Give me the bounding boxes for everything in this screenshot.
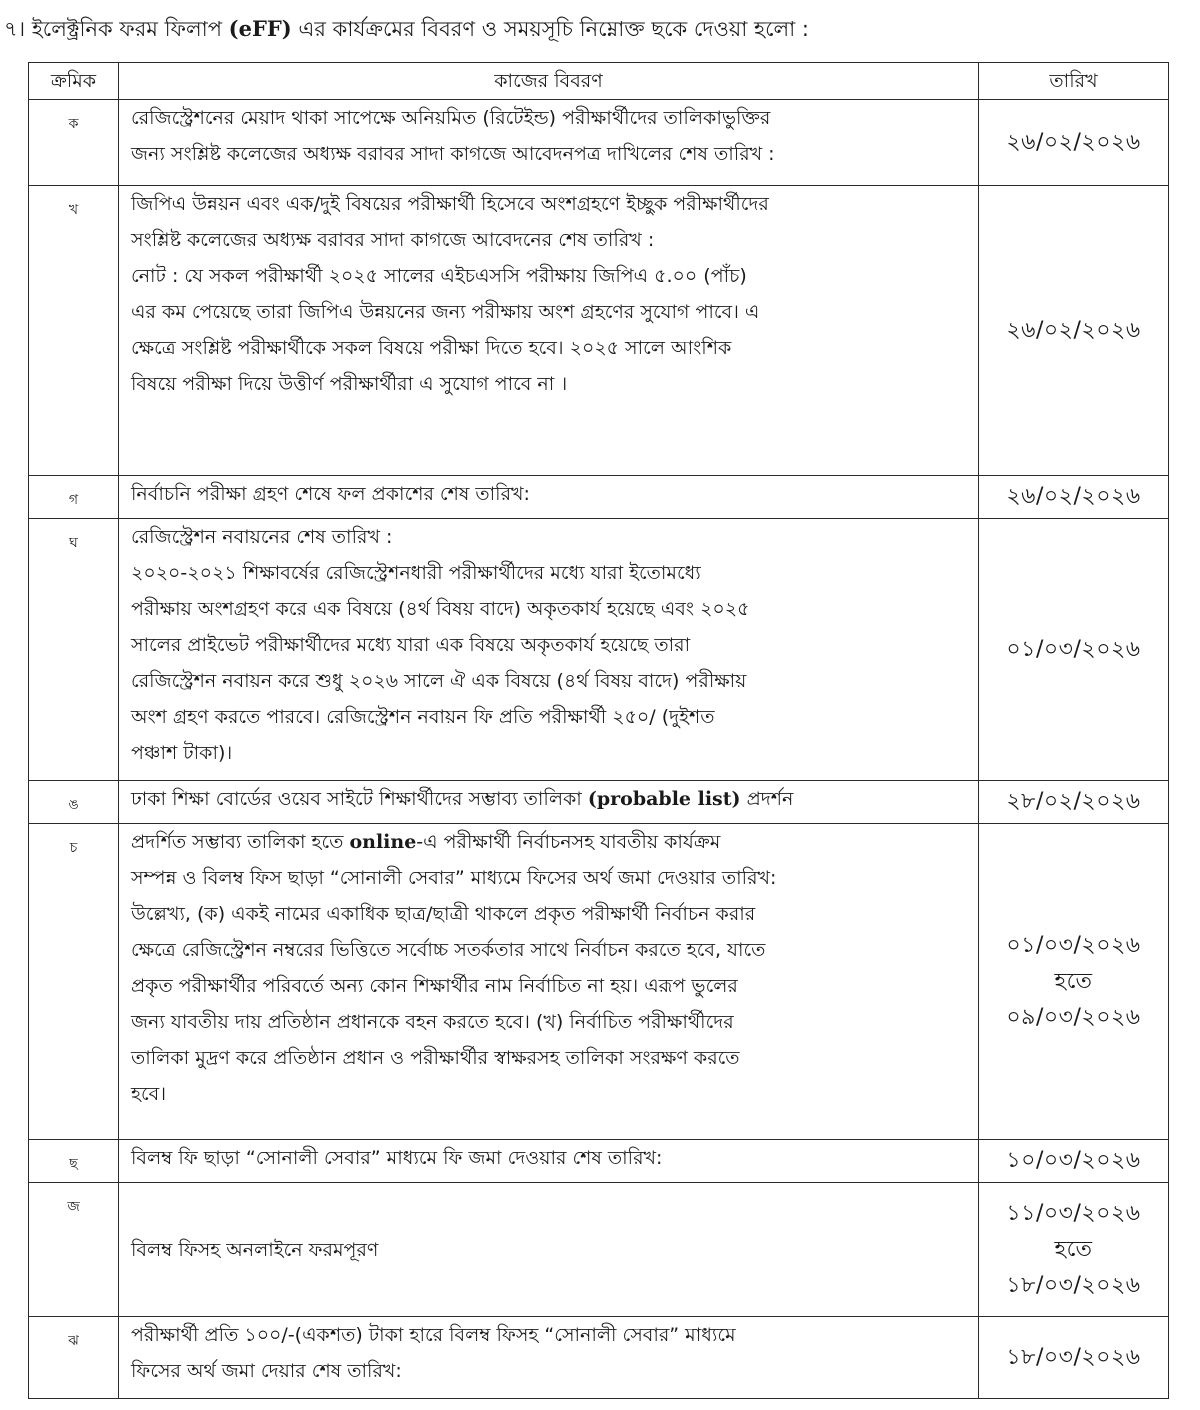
description-line: ক্ষেত্রে সংশ্লিষ্ট পরীক্ষার্থীকে সকল বিষয়ে পরীক্ষা দিতে হবে। ২০২৫ সালে আংশিক <box>131 337 732 359</box>
row-description <box>119 519 979 781</box>
row-date <box>979 1183 1169 1317</box>
row-description <box>119 824 979 1140</box>
date-line: ১৮/০৩/২০২৬ <box>1006 1344 1141 1370</box>
row-serial: ক <box>29 100 119 186</box>
description-line: নির্বাচনি পরীক্ষা গ্রহণ শেষে ফল প্রকাশের শেষ তারিখ: <box>131 483 530 505</box>
description-line: জিপিএ উন্নয়ন এবং এক/দুই বিষয়ের পরীক্ষার্থী হিসেবে অংশগ্রহণে ইচ্ছুক পরীক্ষার্থীদের <box>131 193 769 215</box>
description-line: সালের প্রাইভেট পরীক্ষার্থীদের মধ্যে যারা এক বিষয়ে অকৃতকার্য হয়েছে তারা <box>131 634 691 656</box>
date-line: ২৮/০২/২০২৬ <box>1006 789 1141 814</box>
date-line: ১০/০৩/২০২৬ <box>1006 1148 1141 1173</box>
row-serial: ঘ <box>29 519 119 781</box>
row-serial: জ <box>29 1183 119 1317</box>
description-line: ফিসের অর্থ জমা দেয়ার শেষ তারিখ: <box>131 1360 402 1382</box>
date-line: ০১/০৩/২০২৬ <box>1006 636 1141 662</box>
heading-suffix: এর কার্যক্রমের বিবরণ ও সময়সূচি নিম্নোক্ত ছকে দেওয়া হলো : <box>298 17 810 41</box>
description-line: হবে। <box>131 1083 166 1105</box>
date-line: ২৬/০২/২০২৬ <box>1006 317 1141 343</box>
description-line: রেজিস্ট্রেশন নবায়নের শেষ তারিখ : <box>131 526 393 548</box>
date-line: ২৬/০২/২০২৬ <box>1006 129 1141 155</box>
latin-term: (probable list) <box>587 788 741 810</box>
description-line: উল্লেখ্য, (ক) একই নামের একাধিক ছাত্র/ছাত্রী থাকলে প্রকৃত পরীক্ষার্থী নির্বাচন করার <box>131 903 756 925</box>
heading-code: (eFF) <box>228 16 292 41</box>
row-description <box>119 1140 979 1183</box>
row-date <box>979 100 1169 186</box>
row-description <box>119 476 979 519</box>
description-line: নোট : যে সকল পরীক্ষার্থী ২০২৫ সালের এইচএসসি পরীক্ষায় জিপিএ ৫.০০ (পাঁচ) <box>131 265 747 287</box>
row-date <box>979 824 1169 1140</box>
row-serial: ঙ <box>29 781 119 824</box>
description-line: সম্পন্ন ও বিলম্ব ফিস ছাড়া “সোনালী সেবার” মাধ্যমে ফিসের অর্থ জমা দেওয়ার তারিখ: <box>131 867 777 889</box>
table-row <box>29 1140 1169 1183</box>
description-line: বিলম্ব ফি ছাড়া “সোনালী সেবার” মাধ্যমে ফি জমা দেওয়ার শেষ তারিখ: <box>131 1147 663 1169</box>
description-line: প্রদর্শিত সম্ভাব্য তালিকা হতে online-এ পরীক্ষার্থী নির্বাচনসহ যাবতীয় কার্যক্রম <box>131 831 721 853</box>
description-line: ২০২০-২০২১ শিক্ষাবর্ষের রেজিস্ট্রেশনধারী পরীক্ষার্থীদের মধ্যে যারা ইতোমধ্যে <box>131 562 701 584</box>
row-date <box>979 476 1169 519</box>
row-serial: চ <box>29 824 119 1140</box>
date-line: হতে <box>1054 968 1093 994</box>
section-heading <box>4 6 1194 52</box>
description-line: এর কম পেয়েছে তারা জিপিএ উন্নয়নের জন্য পরীক্ষায় অংশ গ্রহণের সুযোগ পাবে। এ <box>131 301 760 323</box>
description-line: অংশ গ্রহণ করতে পারবে। রেজিস্ট্রেশন নবায়ন ফি প্রতি পরীক্ষার্থী ২৫০/ (দুইশত <box>131 706 715 728</box>
description-line: ঢাকা শিক্ষা বোর্ডের ওয়েব সাইটে শিক্ষার্থীদের সম্ভাব্য তালিকা (probable list) প্রদর্শন <box>131 788 794 810</box>
row-serial: ঝ <box>29 1317 119 1399</box>
description-line: রেজিস্ট্রেশনের মেয়াদ থাকা সাপেক্ষে অনিয়মিত (রিটেইন্ড) পরীক্ষার্থীদের তালিকাভুক্তির <box>131 107 771 129</box>
header-date: তারিখ <box>979 63 1169 100</box>
row-serial: ছ <box>29 1140 119 1183</box>
row-date <box>979 519 1169 781</box>
row-description <box>119 781 979 824</box>
description-line: ক্ষেত্রে রেজিস্ট্রেশন নম্বরের ভিত্তিতে সর্বোচ্চ সতর্কতার সাথে নির্বাচন করতে হবে, যাতে <box>131 939 766 961</box>
row-date <box>979 186 1169 476</box>
row-serial: গ <box>29 476 119 519</box>
row-date <box>979 1140 1169 1183</box>
description-line: বিষয়ে পরীক্ষা দিয়ে উত্তীর্ণ পরীক্ষার্থীরা এ সুযোগ পাবে না । <box>131 373 568 395</box>
table-row <box>29 186 1169 476</box>
table-row <box>29 1317 1169 1399</box>
table-row <box>29 824 1169 1140</box>
date-line: ১১/০৩/২০২৬ <box>1006 1200 1141 1226</box>
row-serial: খ <box>29 186 119 476</box>
table-row <box>29 476 1169 519</box>
date-line: ০১/০৩/২০২৬ <box>1006 932 1141 958</box>
row-description <box>119 1317 979 1399</box>
description-line: জন্য যাবতীয় দায় প্রতিষ্ঠান প্রধানকে বহন করতে হবে। (খ) নির্বাচিত পরীক্ষার্থীদের <box>131 1011 734 1033</box>
heading-prefix: ইলেক্ট্রনিক ফরম ফিলাপ <box>31 17 222 41</box>
description-line: রেজিস্ট্রেশন নবায়ন করে শুধু ২০২৬ সালে ঐ এক বিষয়ে (৪র্থ বিষয় বাদে) পরীক্ষায় <box>131 670 747 692</box>
description-line: পরীক্ষায় অংশগ্রহণ করে এক বিষয়ে (৪র্থ বিষয় বাদে) অকৃতকার্য হয়েছে এবং ২০২৫ <box>131 598 750 620</box>
row-description <box>119 100 979 186</box>
description-line: বিলম্ব ফিসহ অনলাইনে ফরমপূরণ <box>131 1238 379 1261</box>
row-date <box>979 1317 1169 1399</box>
heading-number: ৭। <box>4 17 26 41</box>
header-serial: ক্রমিক <box>29 63 119 100</box>
schedule-table <box>28 62 1169 1399</box>
date-line: ১৮/০৩/২০২৬ <box>1006 1272 1141 1298</box>
table-row <box>29 100 1169 186</box>
description-line: জন্য সংশ্লিষ্ট কলেজের অধ্যক্ষ বরাবর সাদা কাগজে আবেদনপত্র দাখিলের শেষ তারিখ : <box>131 143 775 165</box>
header-row <box>29 63 1169 100</box>
description-line: পরীক্ষার্থী প্রতি ১০০/-(একশত) টাকা হারে বিলম্ব ফিসহ “সোনালী সেবার” মাধ্যমে <box>131 1324 736 1346</box>
header-description: কাজের বিবরণ <box>119 63 979 100</box>
description-line: সংশ্লিষ্ট কলেজের অধ্যক্ষ বরাবর সাদা কাগজে আবেদনের শেষ তারিখ : <box>131 229 655 251</box>
date-line: হতে <box>1054 1236 1093 1262</box>
description-line: তালিকা মুদ্রণ করে প্রতিষ্ঠান প্রধান ও পরীক্ষার্থীর স্বাক্ষরসহ তালিকা সংরক্ষণ করতে <box>131 1047 740 1069</box>
description-line: প্রকৃত পরীক্ষার্থীর পরিবর্তে অন্য কোন শিক্ষার্থীর নাম নির্বাচিত না হয়। এরূপ ভুলের <box>131 975 738 997</box>
date-line: ০৯/০৩/২০২৬ <box>1006 1004 1141 1030</box>
row-date <box>979 781 1169 824</box>
date-line: ২৬/০২/২০২৬ <box>1006 484 1141 509</box>
row-description <box>119 1183 979 1317</box>
table-row <box>29 519 1169 781</box>
table-row <box>29 781 1169 824</box>
description-line: পঞ্চাশ টাকা)। <box>131 742 233 764</box>
row-description <box>119 186 979 476</box>
table-row <box>29 1183 1169 1317</box>
latin-term: online <box>349 831 417 853</box>
